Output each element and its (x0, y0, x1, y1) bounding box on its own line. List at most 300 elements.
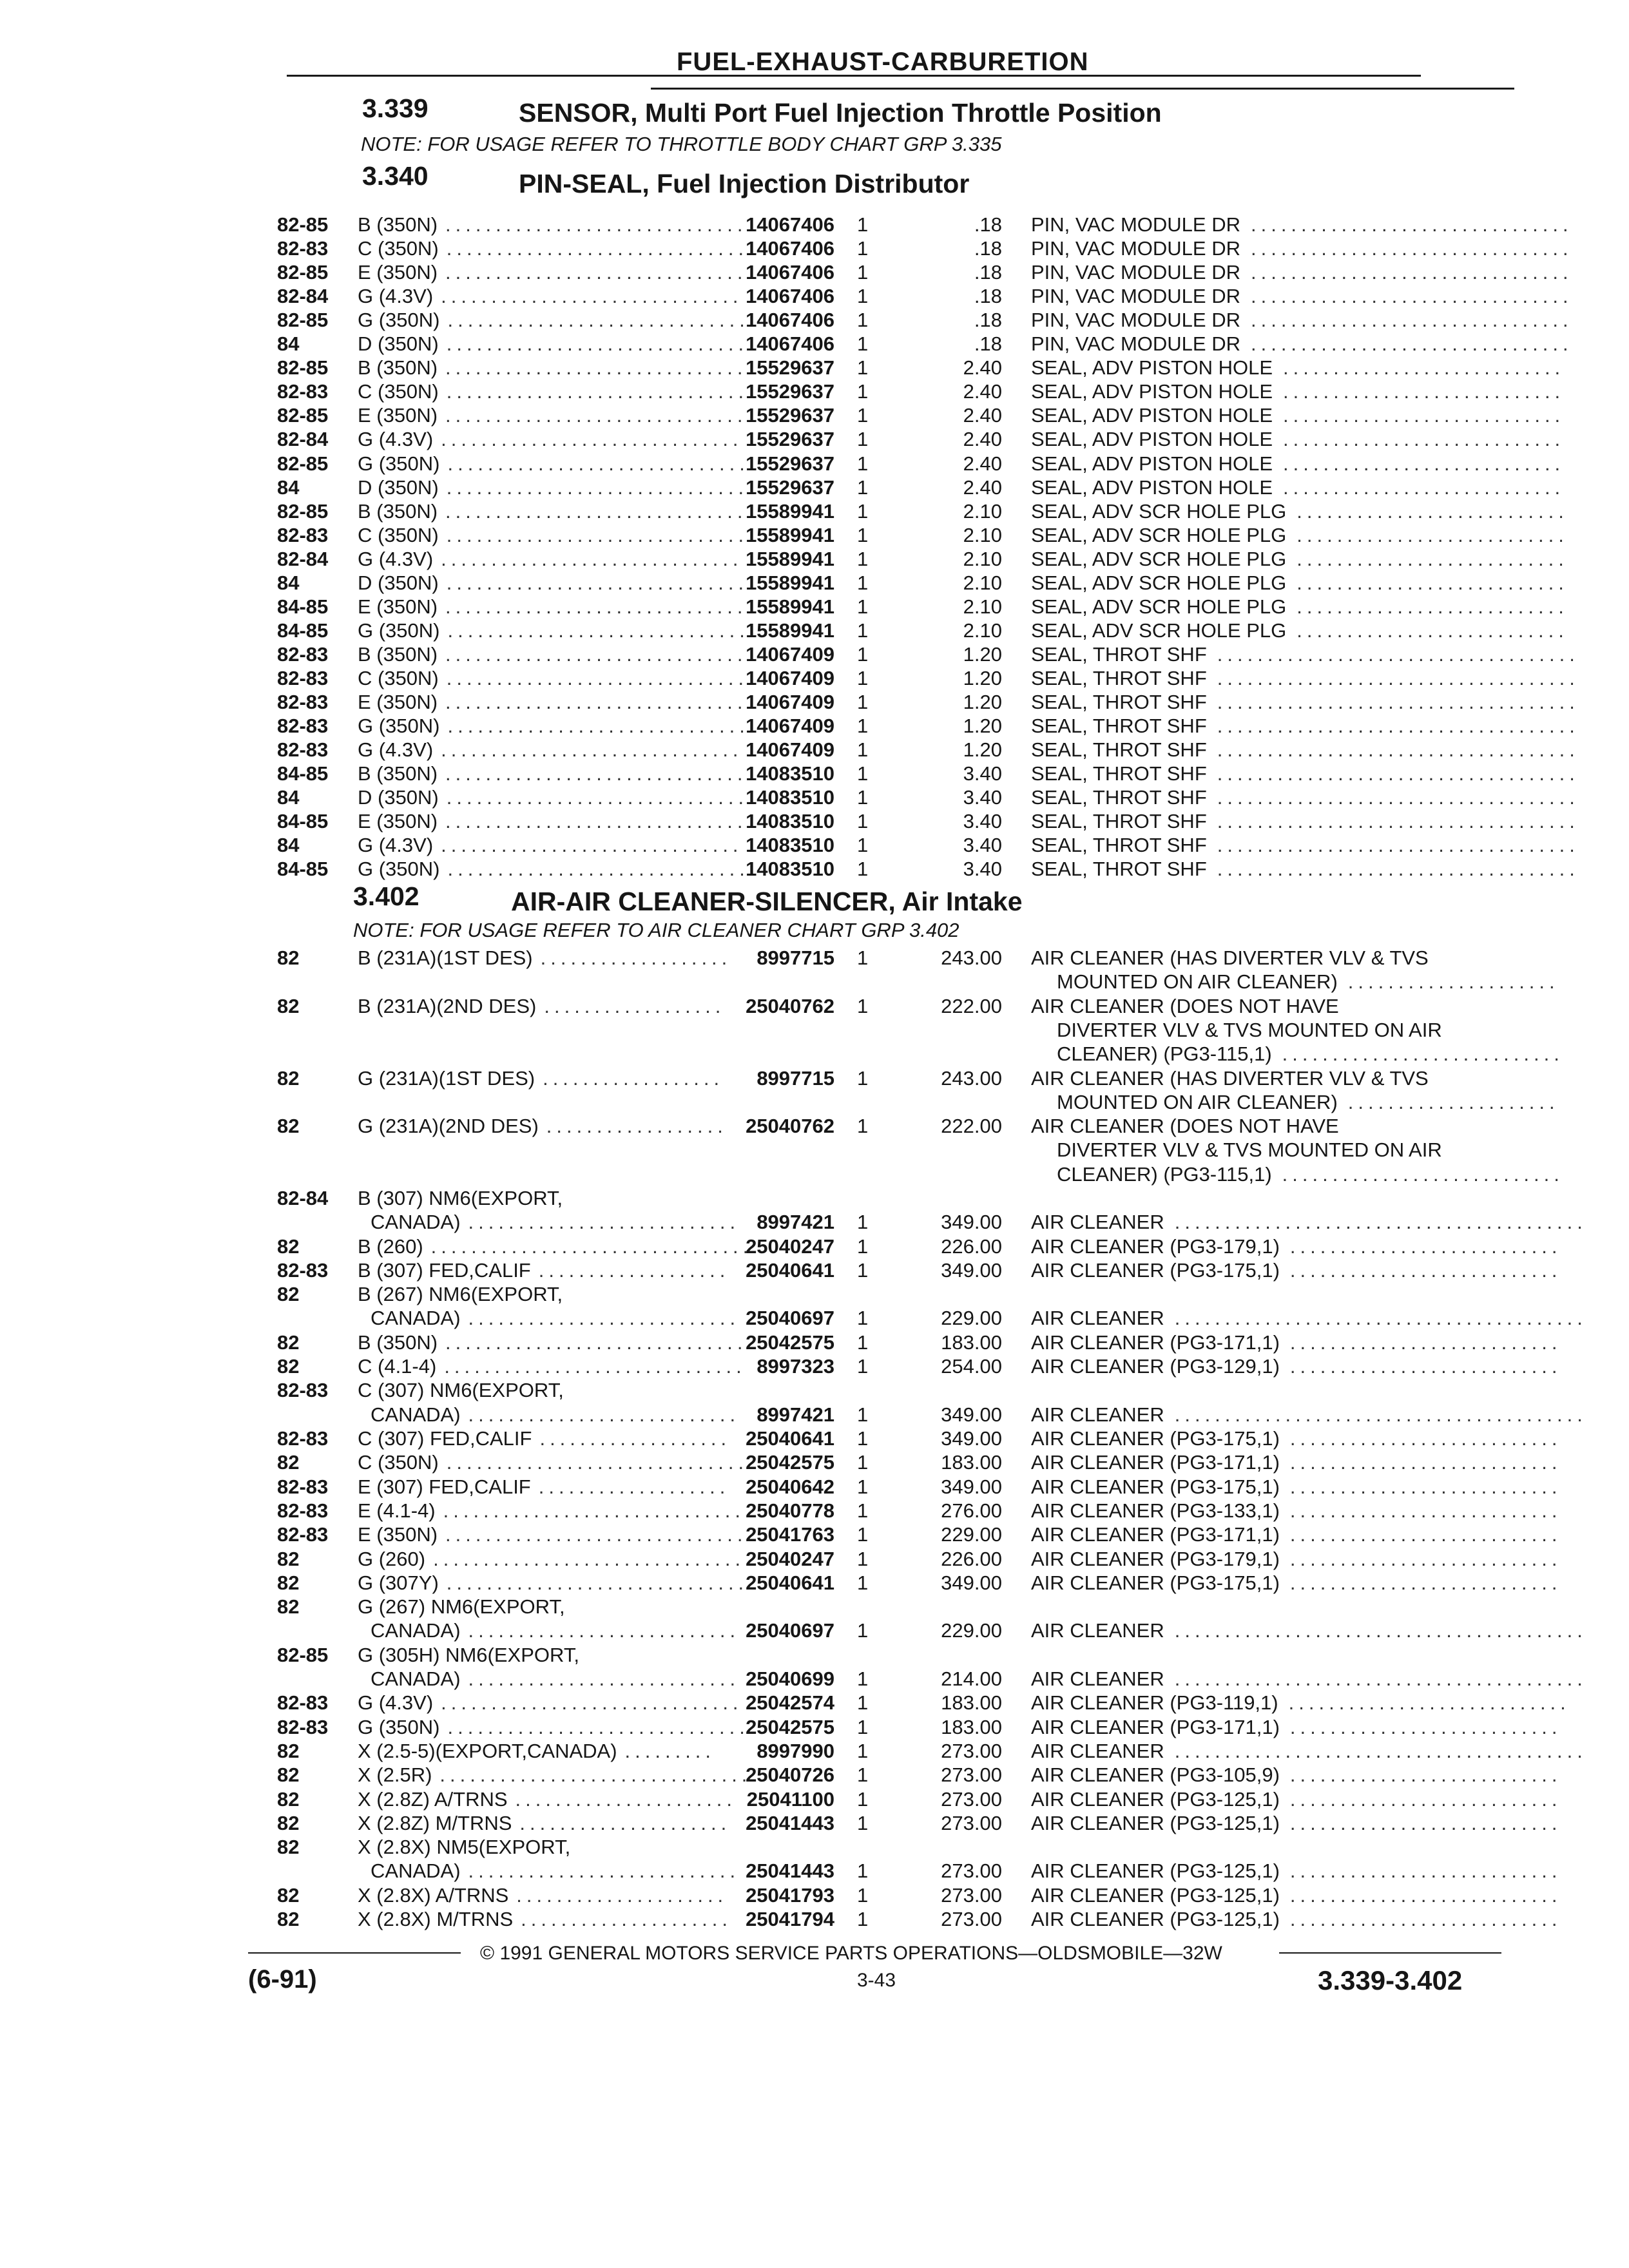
leader-dots: .............................. (445, 213, 747, 236)
row-description: SEAL, THROT SHF (1031, 691, 1207, 713)
row-part-number: 14067409 (746, 642, 834, 666)
table-row (0, 1547, 1629, 1571)
row-quantity: 1 (857, 1883, 869, 1907)
row-price: 2.10 (963, 523, 1002, 546)
row-model: G (350N) (358, 715, 440, 738)
row-price: .18 (974, 213, 1002, 236)
row-description: AIR CLEANER (PG3-179,1) (1031, 1547, 1280, 1570)
row-description: SEAL, THROT SHF (1031, 834, 1207, 857)
row-description: AIR CLEANER (HAS DIVERTER VLV & TVS (1031, 947, 1429, 969)
row-year-range: 82-83 (277, 738, 329, 762)
row-price: 1.20 (963, 691, 1002, 713)
row-part-number: 14083510 (746, 858, 834, 881)
row-model: G (231A)(2ND DES) (358, 1115, 539, 1138)
leader-dots: ........................... (1289, 1787, 1562, 1811)
leader-dots: .............................. (441, 428, 743, 451)
row-part-number: 15589941 (746, 547, 834, 570)
row-part-number: 25040697 (746, 1307, 834, 1330)
leader-dots: ................................ (1250, 309, 1573, 332)
row-model: X (2.5R) (358, 1763, 432, 1787)
table-row (0, 690, 1629, 714)
leader-dots: ........................... (1289, 1523, 1562, 1546)
row-quantity: 1 (857, 1066, 869, 1090)
row-description: SEAL, THROT SHF (1031, 715, 1207, 738)
row-part-number: 25040641 (746, 1427, 834, 1450)
row-price: 1.20 (963, 715, 1002, 738)
row-year-range: 82 (277, 1235, 300, 1258)
leader-dots: .............................. (446, 1571, 749, 1594)
leader-dots: .............................. (446, 523, 749, 546)
row-part-number: 25041100 (746, 1787, 834, 1811)
leader-dots: ................................ (1250, 332, 1573, 356)
row-description: SEAL, THROT SHF (1031, 786, 1207, 809)
leader-dots: .............................. (444, 1355, 746, 1378)
leader-dots: .............................. (441, 285, 743, 308)
row-part-number: 25040778 (746, 1499, 834, 1522)
leader-dots: ............................ (1283, 428, 1565, 451)
row-description: AIR CLEANER (PG3-125,1) (1031, 1811, 1280, 1834)
row-quantity: 1 (857, 1667, 869, 1690)
row-model: D (350N) (358, 332, 439, 356)
row-year-range: 82-83 (277, 1691, 329, 1715)
row-description: AIR CLEANER (HAS DIVERTER VLV & TVS (1031, 1066, 1429, 1090)
table-row (0, 785, 1629, 809)
leader-dots: .............................. (447, 452, 749, 475)
row-part-number: 8997715 (757, 1066, 834, 1090)
row-price: 276.00 (941, 1499, 1002, 1522)
row-year-range: 82-83 (277, 1523, 329, 1546)
row-price: 2.10 (963, 595, 1002, 618)
page-header-title: FUEL-EXHAUST-CARBURETION (677, 48, 1089, 76)
row-part-number: 14067406 (746, 213, 834, 236)
row-year-range: 82 (277, 994, 300, 1017)
leader-dots: .............................. (446, 237, 749, 260)
leader-dots: .............................. (447, 309, 749, 332)
leader-dots: ................... (538, 1475, 730, 1498)
row-year-range: 82-83 (277, 1475, 329, 1498)
table-row (0, 833, 1629, 857)
row-price: 2.40 (963, 476, 1002, 499)
row-description: AIR CLEANER (1031, 1307, 1164, 1330)
leader-dots: .............................. (441, 547, 743, 570)
row-price: 3.40 (963, 786, 1002, 809)
leader-dots: ......................................... (1174, 1619, 1587, 1642)
row-quantity: 1 (857, 309, 869, 332)
row-price: 3.40 (963, 858, 1002, 881)
row-price: 273.00 (941, 1763, 1002, 1787)
leader-dots: .................................... (1217, 715, 1579, 738)
row-description: SEAL, THROT SHF (1031, 810, 1207, 833)
row-model: G (350N) (358, 1715, 440, 1738)
row-quantity: 1 (857, 1451, 869, 1474)
row-price: 3.40 (963, 762, 1002, 785)
row-part-number: 15529637 (746, 356, 834, 380)
leader-dots: ........................... (1296, 523, 1568, 546)
row-model: B (260) (358, 1235, 423, 1258)
row-description: AIR CLEANER (1031, 1619, 1164, 1642)
leader-dots: ............................ (1283, 380, 1565, 403)
row-model: G (4.3V) (358, 547, 434, 570)
footer-rule-right (1279, 1952, 1501, 1954)
row-model: B (231A)(2ND DES) (358, 994, 537, 1017)
row-description: AIR CLEANER (PG3-129,1) (1031, 1355, 1280, 1378)
leader-dots: .................................... (1217, 762, 1579, 785)
row-quantity: 1 (857, 947, 869, 969)
leader-dots: ......................................... (1174, 1403, 1587, 1426)
row-model: B (307) NM6(EXPORT, (358, 1187, 563, 1209)
leader-dots: ..................... (516, 1883, 728, 1907)
row-year-range: 82-84 (277, 547, 329, 570)
leader-dots: .............................. (446, 786, 749, 809)
row-year-range: 82 (277, 1811, 300, 1834)
row-part-number: 25040726 (746, 1763, 834, 1787)
row-model: G (4.3V) (358, 738, 434, 762)
row-part-number: 15589941 (746, 571, 834, 594)
row-quantity: 1 (857, 1403, 869, 1426)
leader-dots: ........................... (468, 1211, 740, 1234)
table-row (0, 523, 1629, 547)
row-quantity: 1 (857, 1427, 869, 1450)
row-quantity: 1 (857, 738, 869, 762)
row-year-range: 82 (277, 1115, 300, 1138)
row-price: 2.10 (963, 571, 1002, 594)
row-model: X (2.8Z) A/TRNS (358, 1787, 508, 1811)
leader-dots: .............................. (447, 1715, 749, 1738)
table-row (0, 260, 1629, 284)
row-price: 226.00 (941, 1547, 1002, 1570)
row-price: 273.00 (941, 1908, 1002, 1930)
row-model: C (350N) (358, 666, 439, 689)
row-model: C (307) NM6(EXPORT, (358, 1379, 564, 1402)
row-price: 349.00 (941, 1475, 1002, 1498)
leader-dots: ......................................... (1174, 1211, 1587, 1234)
leader-dots: ...................... (515, 1787, 737, 1811)
leader-dots: .............................. (446, 332, 749, 356)
leader-dots: ................................ (1250, 213, 1573, 236)
row-year-range: 82 (277, 1763, 300, 1787)
row-year-range: 82-85 (277, 356, 329, 380)
row-year-range: 84 (277, 786, 300, 809)
row-quantity: 1 (857, 715, 869, 738)
row-year-range: 82 (277, 1283, 300, 1306)
header-rule-lower (651, 88, 1514, 90)
row-model: C (307) FED,CALIF (358, 1427, 532, 1450)
row-price: 1.20 (963, 642, 1002, 666)
row-year-range: 84-85 (277, 858, 329, 881)
row-part-number: 14083510 (746, 786, 834, 809)
leader-dots: ........................... (1289, 1475, 1562, 1498)
row-part-number: 14067409 (746, 715, 834, 738)
leader-dots: .............................. (446, 571, 749, 594)
row-year-range: 82 (277, 1355, 300, 1378)
row-year-range: 82-83 (277, 1715, 329, 1738)
row-part-number: 14067406 (746, 309, 834, 332)
row-description: SEAL, THROT SHF (1031, 762, 1207, 785)
leader-dots: ............................ (1283, 356, 1565, 380)
row-model: G (231A)(1ST DES) (358, 1066, 535, 1090)
leader-dots: .............................. (445, 261, 747, 284)
row-year-range: 82-85 (277, 213, 329, 236)
row-description: AIR CLEANER (PG3-175,1) (1031, 1571, 1280, 1594)
row-price: .18 (974, 285, 1002, 308)
row-model: G (350N) (358, 309, 440, 332)
row-quantity: 1 (857, 1908, 869, 1930)
row-part-number: 25040762 (746, 1115, 834, 1138)
section-note: NOTE: FOR USAGE REFER TO AIR CLEANER CHART GRP 3.402 (353, 919, 959, 941)
row-year-range: 82-85 (277, 499, 329, 523)
row-model: X (2.8X) NM5(EXPORT, (358, 1836, 571, 1859)
row-model: G (4.3V) (358, 834, 434, 857)
table-row (0, 1715, 1629, 1739)
table-row (0, 666, 1629, 690)
row-description: SEAL, THROT SHF (1031, 666, 1207, 689)
table-row (0, 1235, 1629, 1258)
leader-dots: ......... (624, 1739, 716, 1762)
row-quantity: 1 (857, 1571, 869, 1594)
row-description: PIN, VAC MODULE DR (1031, 285, 1240, 308)
row-year-range: 82-83 (277, 666, 329, 689)
row-description: SEAL, ADV SCR HOLE PLG (1031, 499, 1287, 523)
table-row (0, 1571, 1629, 1595)
table-row (0, 332, 1629, 356)
row-year-range: 82 (277, 1066, 300, 1090)
leader-dots: ........................... (1296, 571, 1568, 594)
leader-dots: ........................... (1296, 619, 1568, 642)
row-part-number: 25041443 (746, 1811, 834, 1834)
row-quantity: 1 (857, 452, 869, 475)
row-description: AIR CLEANER (DOES NOT HAVE (1031, 994, 1339, 1017)
leader-dots: ............................ (1288, 1691, 1570, 1715)
row-model: E (350N) (358, 261, 438, 284)
leader-dots: ............................ (1283, 476, 1565, 499)
row-year-range: 82-83 (277, 380, 329, 403)
row-quantity: 1 (857, 786, 869, 809)
leader-dots: ................................ (1250, 261, 1573, 284)
row-part-number: 25040762 (746, 994, 834, 1017)
row-model: E (350N) (358, 404, 438, 427)
table-row (0, 1811, 1629, 1835)
section-number: 3.402 (353, 881, 419, 911)
row-model: X (2.5-5)(EXPORT,CANADA) (358, 1739, 617, 1762)
row-quantity: 1 (857, 1211, 869, 1234)
row-description: SEAL, ADV SCR HOLE PLG (1031, 595, 1287, 618)
leader-dots: ........................... (1289, 1235, 1562, 1258)
row-year-range: 82-83 (277, 523, 329, 546)
table-row (0, 1787, 1629, 1811)
row-year-range: 82-85 (277, 452, 329, 475)
row-description: SEAL, THROT SHF (1031, 642, 1207, 666)
row-year-range: 84-85 (277, 595, 329, 618)
row-description: AIR CLEANER (1031, 1667, 1164, 1690)
row-price: 273.00 (941, 1811, 1002, 1834)
section-title: SENSOR, Multi Port Fuel Injection Throttle Position (519, 98, 1162, 128)
row-description: AIR CLEANER (PG3-171,1) (1031, 1451, 1280, 1474)
revision-date: (6-91) (248, 1965, 317, 1994)
leader-dots: .................................... (1217, 666, 1579, 689)
leader-dots: ........................... (1289, 1763, 1562, 1787)
leader-dots: .............................. (441, 834, 743, 857)
row-part-number: 25042574 (746, 1691, 834, 1715)
leader-dots: ........................... (1296, 547, 1568, 570)
row-price: 183.00 (941, 1451, 1002, 1474)
row-description: SEAL, ADV SCR HOLE PLG (1031, 619, 1287, 642)
row-part-number: 15529637 (746, 404, 834, 427)
row-year-range: 82-84 (277, 285, 329, 308)
section-number: 3.340 (362, 161, 429, 191)
table-row (0, 356, 1629, 380)
leader-dots: ........................... (1289, 1715, 1562, 1738)
row-model: B (350N) (358, 1331, 438, 1354)
row-year-range: 84-85 (277, 619, 329, 642)
row-price: 229.00 (941, 1523, 1002, 1546)
leader-dots: ........................... (468, 1667, 740, 1690)
row-price: 183.00 (941, 1691, 1002, 1715)
row-year-range: 82-85 (277, 261, 329, 284)
row-quantity: 1 (857, 1523, 869, 1546)
leader-dots: .............................. (441, 1691, 743, 1715)
row-model-continued: CANADA) (371, 1667, 461, 1690)
row-description: AIR CLEANER (PG3-119,1) (1031, 1691, 1278, 1715)
row-year-range: 82 (277, 1571, 300, 1594)
leader-dots: ..................... (521, 1908, 733, 1930)
row-year-range: 82-83 (277, 691, 329, 713)
row-part-number: 15589941 (746, 523, 834, 546)
row-price: 183.00 (941, 1331, 1002, 1354)
table-row (0, 452, 1629, 476)
row-year-range: 82-85 (277, 309, 329, 332)
row-price: 349.00 (941, 1258, 1002, 1282)
leader-dots: .................................... (1217, 810, 1579, 833)
row-model: B (350N) (358, 213, 438, 236)
row-price: 254.00 (941, 1355, 1002, 1378)
table-row (0, 1427, 1629, 1450)
row-part-number: 15529637 (746, 380, 834, 403)
row-price: 3.40 (963, 810, 1002, 833)
row-quantity: 1 (857, 1547, 869, 1570)
row-model: G (267) NM6(EXPORT, (358, 1595, 565, 1619)
table-row (0, 1354, 1629, 1378)
leader-dots: .............................. (446, 476, 749, 499)
row-year-range: 82-83 (277, 1499, 329, 1522)
row-year-range: 82 (277, 1883, 300, 1907)
table-row (0, 236, 1629, 260)
leader-dots: .............................. (447, 858, 749, 881)
row-year-range: 82-85 (277, 404, 329, 427)
row-part-number: 25040247 (746, 1235, 834, 1258)
table-row (0, 595, 1629, 619)
row-price: 222.00 (941, 994, 1002, 1017)
row-model: X (2.8Z) M/TRNS (358, 1811, 512, 1834)
row-price: 2.40 (963, 356, 1002, 380)
table-row (0, 1450, 1629, 1474)
leader-dots: ..................... (1347, 970, 1559, 994)
row-description: PIN, VAC MODULE DR (1031, 237, 1240, 260)
section-range: 3.339-3.402 (1318, 1965, 1463, 1995)
row-part-number: 14067409 (746, 666, 834, 689)
row-price: .18 (974, 332, 1002, 356)
row-year-range: 84 (277, 476, 300, 499)
row-price: 214.00 (941, 1667, 1002, 1690)
row-part-number: 25041794 (746, 1908, 834, 1930)
leader-dots: .................................... (1217, 858, 1579, 881)
row-part-number: 8997421 (757, 1403, 834, 1426)
row-price: 3.40 (963, 834, 1002, 857)
row-quantity: 1 (857, 1499, 869, 1522)
row-part-number: 14067409 (746, 691, 834, 713)
row-model: E (350N) (358, 595, 438, 618)
row-quantity: 1 (857, 285, 869, 308)
row-model: B (350N) (358, 642, 438, 666)
leader-dots: .................................... (1217, 691, 1579, 713)
row-model: B (231A)(1ST DES) (358, 947, 533, 969)
leader-dots: ........................... (1289, 1331, 1562, 1354)
leader-dots: .............................. (445, 762, 747, 785)
leader-dots: .............................. (447, 619, 749, 642)
leader-dots: ......................................... (1174, 1739, 1587, 1762)
row-part-number: 14067409 (746, 738, 834, 762)
table-row (0, 1378, 1629, 1426)
row-model: B (267) NM6(EXPORT, (358, 1283, 563, 1306)
row-price: 1.20 (963, 738, 1002, 762)
row-part-number: 14083510 (746, 762, 834, 785)
row-part-number: 8997715 (757, 947, 834, 969)
row-part-number: 25040641 (746, 1258, 834, 1282)
row-year-range: 82 (277, 947, 300, 969)
table-row (0, 714, 1629, 738)
row-quantity: 1 (857, 1307, 869, 1330)
row-model: C (350N) (358, 237, 439, 260)
row-price: 349.00 (941, 1211, 1002, 1234)
leader-dots: ................... (540, 947, 732, 969)
leader-dots: .............................. (445, 356, 747, 380)
row-year-range: 82 (277, 1331, 300, 1354)
row-year-range: 82-84 (277, 428, 329, 451)
row-year-range: 84-85 (277, 762, 329, 785)
leader-dots: ............................... (433, 1547, 746, 1570)
row-part-number: 25042575 (746, 1331, 834, 1354)
row-price: 229.00 (941, 1307, 1002, 1330)
table-row (0, 427, 1629, 451)
row-description: SEAL, ADV SCR HOLE PLG (1031, 523, 1287, 546)
row-part-number: 25040699 (746, 1667, 834, 1690)
row-quantity: 1 (857, 428, 869, 451)
row-model: C (350N) (358, 1451, 439, 1474)
footer-rule-left (248, 1952, 461, 1954)
leader-dots: ........................... (1289, 1258, 1562, 1282)
row-model: G (305H) NM6(EXPORT, (358, 1643, 579, 1666)
row-model: G (4.3V) (358, 1691, 434, 1715)
row-price: 2.10 (963, 619, 1002, 642)
row-model: C (350N) (358, 380, 439, 403)
row-part-number: 14067406 (746, 237, 834, 260)
row-price: 2.40 (963, 428, 1002, 451)
leader-dots: ........................... (1289, 1883, 1562, 1907)
row-price: 226.00 (941, 1235, 1002, 1258)
leader-dots: ................................ (430, 1235, 753, 1258)
table-row (0, 476, 1629, 499)
leader-dots: ........................... (1296, 499, 1568, 523)
row-quantity: 1 (857, 1475, 869, 1498)
table-row (0, 1499, 1629, 1523)
table-row (0, 1258, 1629, 1282)
leader-dots: ........................... (468, 1619, 740, 1642)
row-part-number: 25042575 (746, 1451, 834, 1474)
row-year-range: 82 (277, 1908, 300, 1930)
row-description: AIR CLEANER (PG3-175,1) (1031, 1258, 1280, 1282)
row-description: CLEANER) (PG3-115,1) (1057, 1162, 1272, 1186)
leader-dots: .................................... (1217, 738, 1579, 762)
row-year-range: 82 (277, 1451, 300, 1474)
